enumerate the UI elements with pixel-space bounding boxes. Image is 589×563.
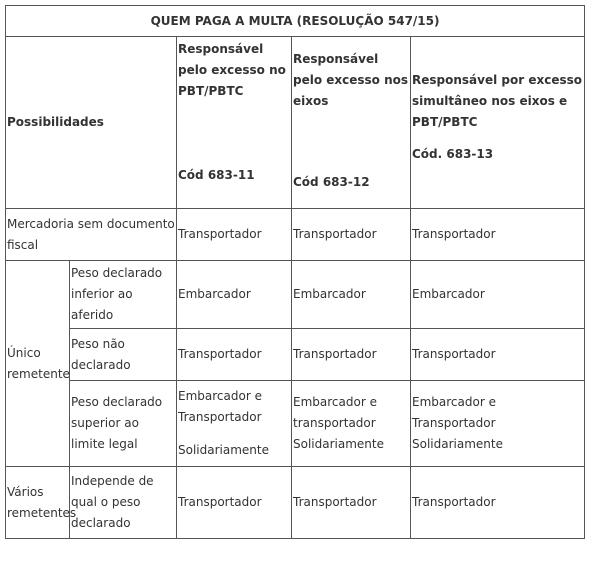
cell-peso-superior-simultaneo: Embarcador e Transportador Solidariamente: [411, 381, 585, 467]
table-row: [6, 209, 585, 261]
header-col-pbt: [177, 37, 292, 209]
cell-peso-nao-declarado-pbt: Transportador: [177, 329, 292, 381]
group-label-varios-remetentes: Vários remetentes: [6, 467, 70, 539]
cell-varios-simultaneo: Transportador: [411, 467, 585, 539]
cell-varios-pbt: Transportador: [177, 467, 292, 539]
cell-mercadoria-simultaneo: Transportador: [411, 209, 585, 261]
cell-peso-inferior-eixos: Embarcador: [292, 261, 411, 329]
cell-peso-nao-declarado-eixos: Transportador: [292, 329, 411, 381]
header-col-pbt-label: Responsável pelo excesso no PBT/PBTC: [178, 42, 286, 98]
cell-peso-nao-declarado-simultaneo: Transportador: [411, 329, 585, 381]
cell-peso-superior-pbt: [177, 381, 292, 467]
header-col-eixos-code: Cód 683-12: [293, 175, 370, 189]
row-label-peso-nao-declarado: Peso não declarado: [70, 329, 177, 381]
cell-mercadoria-pbt: Transportador: [177, 209, 292, 261]
cell-varios-eixos: Transportador: [292, 467, 411, 539]
cell-peso-inferior-simultaneo: Embarcador: [411, 261, 585, 329]
cell-peso-superior-pbt-line2: Solidariamente: [178, 443, 269, 457]
cell-peso-superior-pbt-line1: Embarcador e Transportador: [178, 389, 262, 424]
cell-mercadoria-eixos: Transportador: [292, 209, 411, 261]
table-row: [6, 467, 585, 539]
row-label-mercadoria: Mercadoria sem documento fiscal: [6, 209, 177, 261]
fine-responsibility-table-container: [5, 5, 585, 539]
table-row: [6, 381, 585, 467]
table-row: [6, 261, 585, 329]
header-col-simultaneo-code: Cód. 683-13: [412, 147, 494, 161]
group-label-unico-remetente: Único remetente: [6, 261, 70, 467]
header-possibilidades: Possibilidades: [6, 37, 177, 209]
header-col-simultaneo: [411, 37, 585, 209]
cell-peso-superior-eixos: Embarcador e transportador Solidariamente: [292, 381, 411, 467]
cell-peso-inferior-pbt: Embarcador: [177, 261, 292, 329]
table-title: QUEM PAGA A MULTA (RESOLUÇÃO 547/15): [6, 6, 585, 37]
row-label-independe: Independe de qual o peso declarado: [70, 467, 177, 539]
header-col-pbt-code: Cód 683-11: [178, 168, 255, 182]
header-col-eixos-label: Responsável pelo excesso nos eixos: [293, 52, 409, 108]
table-row: [6, 329, 585, 381]
row-label-peso-inferior: Peso declarado inferior ao aferido: [70, 261, 177, 329]
row-label-peso-superior: Peso declarado superior ao limite legal: [70, 381, 177, 467]
fine-responsibility-table: [5, 5, 585, 539]
header-col-eixos: [292, 37, 411, 209]
header-col-simultaneo-label: Responsável por excesso simultâneo nos eixos e PBT/PBTC: [412, 73, 582, 129]
